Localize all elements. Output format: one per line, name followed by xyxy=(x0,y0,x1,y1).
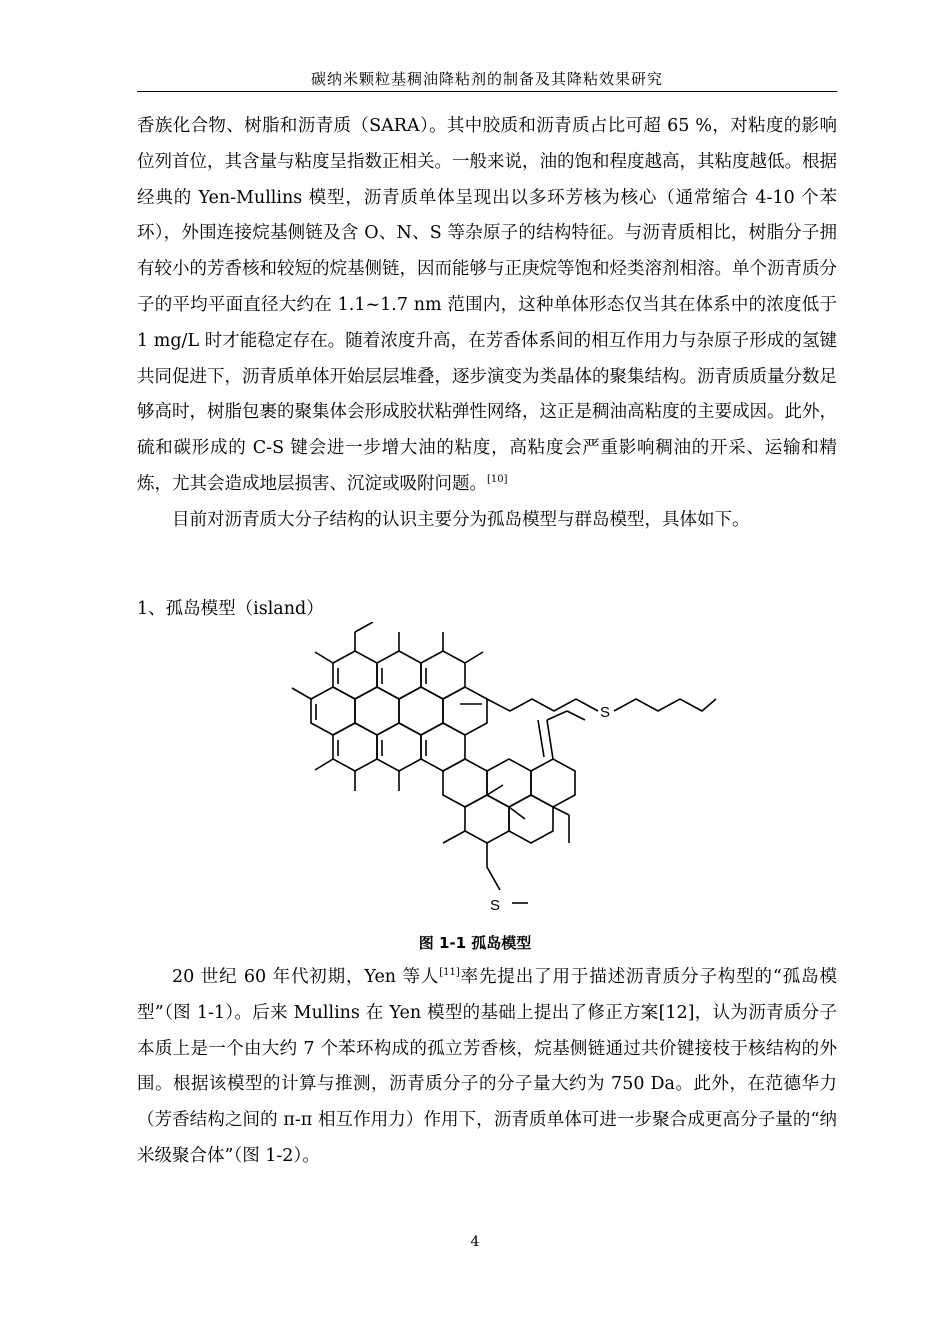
paragraph-yen-model xyxy=(137,960,837,1175)
island-model-structure-figure xyxy=(270,622,730,914)
citation-11: [11] xyxy=(439,967,460,978)
paragraph-sara-text: 香族化合物、树脂和沥青质（SARA）。其中胶质和沥青质占比可超 65 %，对粘度的影响位列首位，其含量与粘度呈指数正相关。一般来说，油的饱和程度越高，其粘度越低。根据经典的 Yen-Mullins 模型，沥青质单体呈现出以多环芳核为核心（通常缩合 4-10 个苯环），外围连接烷基侧链及含 O、N、S 等杂原子的结构特征。与沥青质相比，树脂分子拥有较小的芳香核和较短的烷基侧链，因而能够与正庚烷等饱和烃类溶剂相溶。单个沥青质分子的平均平面直径大约在 1.1~1.7 nm 范围内，这种单体形态仅当其在体系中的浓度低于 1 mg/L 时才能稳定存在。随着浓度升高，在芳香体系间的相互作用力与杂原子形成的氢键共同促进下，沥青质单体开始层层堆叠，逐步演变为类晶体的聚集结构。沥青质质量分数足够高时，树脂包裹的聚集体会形成胶状粘弹性网络，这正是稠油高粘度的主要成因。此外，硫和碳形成的 C-S 键会进一步增大油的粘度，高粘度会严重影响稠油的开采、运输和精炼，尤其会造成地层损害、沉淀或吸附问题。 xyxy=(137,116,837,494)
paragraph-sara-body xyxy=(137,109,837,503)
citation-10: [10] xyxy=(487,473,508,485)
sulfur-atom-label: S xyxy=(600,704,611,721)
paragraph-sara xyxy=(137,109,837,539)
paragraph-models-intro: 目前对沥青质大分子结构的认识主要分为孤岛模型与群岛模型，具体如下。 xyxy=(172,509,750,530)
header-rule xyxy=(137,91,837,92)
figure-caption: 图 1-1 孤岛模型 xyxy=(418,934,532,952)
paragraph-yen-model-body xyxy=(137,960,837,1175)
paragraph-yen-text-b: 率先提出了用于描述沥青质分子构型的“孤岛模型”（图 1-1）。后来 Mullins 在 Yen 模型的基础上提出了修正方案[12]，认为沥青质分子本质上是一个由大约 7 个苯环构成的孤立芳香核，烷基侧链通过共价键接枝于核结构的外围。根据该模型的计算与推测，沥青质分子的分子量大约为 750 Da。此外，在范德华力（芳香结构之间的 π-π 相互作用力）作用下，沥青质单体可进一步聚合成更高分子量的“纳米级聚合体”（图 1-2）。 xyxy=(137,967,837,1166)
aromatic-core xyxy=(311,651,487,771)
paragraph-yen-text-a: 20 世纪 60 年代初期，Yen 等人 xyxy=(172,967,440,987)
thioether-side-chain xyxy=(487,699,716,721)
page-number: 4 xyxy=(470,1234,480,1250)
sulfur-atom-label-2: S xyxy=(490,897,501,914)
section-heading-island: 1、孤岛模型（island） xyxy=(137,599,324,619)
running-header: 碳纳米颗粒基稠油降粘剂的制备及其降粘效果研究 xyxy=(310,70,663,88)
